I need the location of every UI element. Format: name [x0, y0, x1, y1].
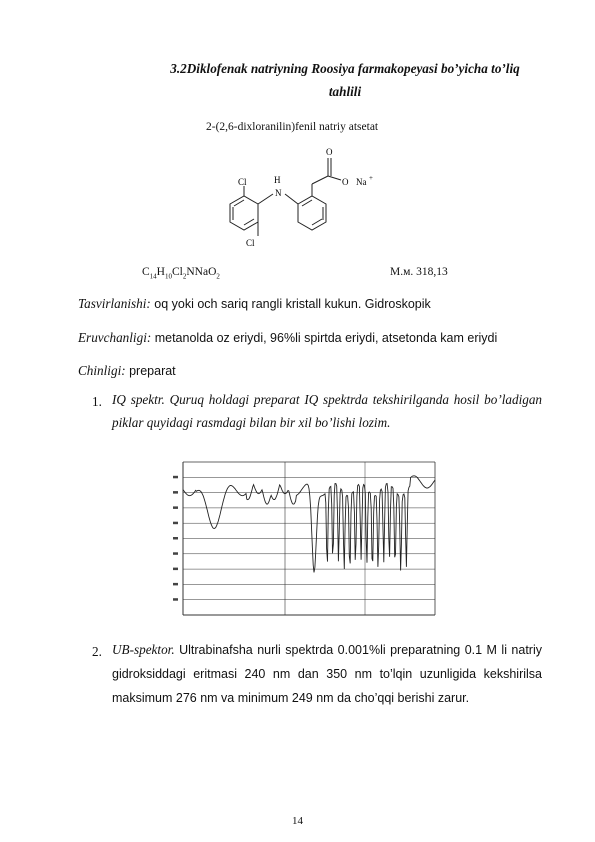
property-label: Tasvirlanishi: — [78, 296, 151, 311]
chlorine-bottom-label: Cl — [246, 238, 255, 248]
spectrum-tick-mark — [173, 583, 178, 586]
formula-c: C — [142, 266, 150, 278]
list-item-1 — [112, 388, 542, 434]
spectrum-tick-mark — [173, 537, 178, 540]
property-text: metanolda oz eriydi, 96%li spirtda eriydi, atsetonda kam eriydi — [151, 331, 498, 345]
spectrum-tick-mark — [173, 506, 178, 509]
spectrum-tick-mark — [173, 491, 178, 494]
bond-n-right — [285, 194, 298, 204]
property-description — [78, 295, 431, 313]
molecular-mass: M.м. 318,13 — [390, 266, 448, 278]
bond-left-n — [258, 194, 273, 204]
charge-label: + — [369, 174, 373, 182]
list-item-text: Quruq holdagi preparat IQ spektrda tekshirilganda hosil bo’ladigan piklar quyidagi rasmdagi bilan bir xil bo’lishi lozim. — [112, 392, 543, 430]
property-solubility — [78, 329, 497, 347]
oxygen-double-label: O — [326, 147, 333, 157]
sodium-label: Na — [356, 177, 367, 187]
hydrogen-label: H — [274, 175, 281, 185]
property-label: Eruvchanligi: — [78, 330, 152, 345]
list-item-text: Ultrabinafsha nurli spektrda 0.001%li preparatning 0.1 M li natriy gidroksiddagi eritmasi 240 nm dan 350 nm to’lqin uzunligida kekshirilsa maksimum 276 nm va minimum 249 nm da cho’qqi berishi zarur. — [112, 643, 542, 705]
property-identity — [78, 362, 176, 380]
ir-spectrum-image — [165, 450, 439, 626]
spectrum-tick-mark — [173, 568, 178, 571]
formula-o-sub: 2 — [216, 272, 220, 281]
list-number-2: 2. — [92, 644, 102, 659]
property-text: oq yoki och sariq rangli kristall kukun. Gidroskopik — [150, 297, 431, 311]
spectrum-tick-mark — [173, 598, 178, 601]
spectrum-tick-mark — [173, 476, 178, 479]
formula-h: H — [156, 266, 165, 278]
bond-carboxyl — [312, 176, 328, 184]
list-item-label: IQ spektr. — [112, 392, 165, 407]
chemical-structure — [218, 140, 388, 252]
spectrum-tick-mark — [173, 552, 178, 555]
list-number-1: 1. — [92, 394, 102, 409]
compound-name: 2-(2,6-dixloranilin)fenil natriy atsetat — [206, 121, 379, 133]
heading-line-1: 3.2Diklofenak natriyning Roosiya farmakopeyasi bo’yicha to’liq — [170, 61, 520, 76]
formula-h-sub: 10 — [164, 272, 172, 281]
formula-c-sub: 14 — [149, 272, 157, 281]
page-number: 14 — [292, 815, 303, 827]
property-label: Chinligi: — [78, 363, 126, 378]
list-item-2 — [112, 638, 542, 710]
section-heading — [130, 57, 560, 103]
spectrum-tick-mark — [173, 522, 178, 525]
formula-cl-sub: 2 — [182, 272, 187, 281]
nitrogen-label: N — [275, 188, 282, 198]
heading-line-2: tahlili — [328, 84, 362, 99]
formula-rest: NNaO — [186, 266, 217, 278]
formula-cl: Cl — [171, 266, 183, 278]
chlorine-top-label: Cl — [238, 177, 247, 187]
property-text: preparat — [125, 364, 176, 378]
list-item-label: UB-spektor. — [112, 642, 175, 657]
oxygen-ion-label: O — [342, 177, 349, 187]
molecular-formula — [142, 266, 220, 280]
